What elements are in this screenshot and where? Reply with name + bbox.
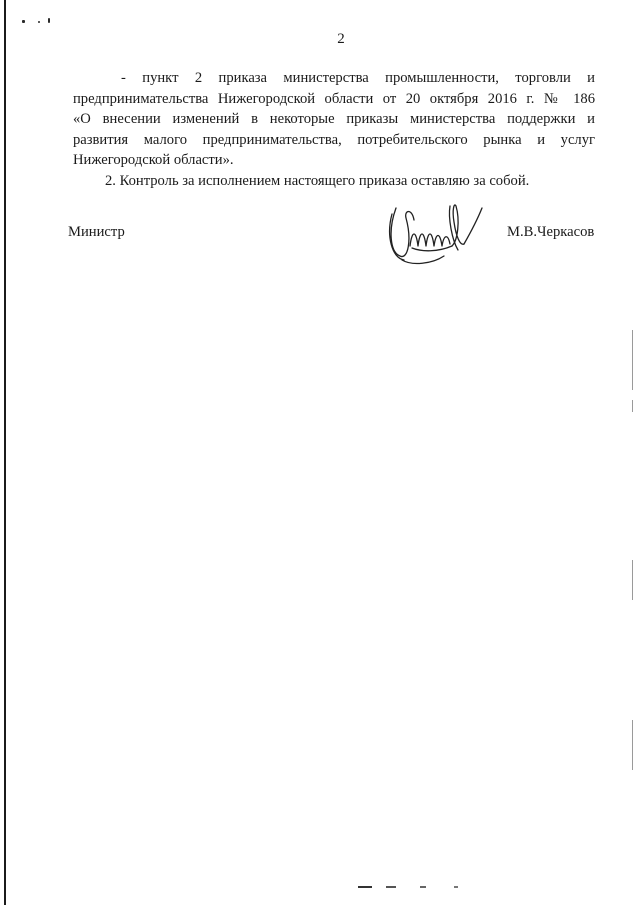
signatory-name: М.В.Черкасов xyxy=(507,224,595,240)
scan-speck xyxy=(38,21,40,23)
handwritten-signature xyxy=(382,200,492,280)
paragraph-line: - пункт 2 приказа министерства промышленности, торговли и xyxy=(121,70,595,86)
paragraph-line: предпринимательства Нижегородской области от 20 октября 2016 г. № 186 xyxy=(73,90,595,107)
scan-right-edge xyxy=(632,720,633,770)
signatory-title: Министр xyxy=(68,224,125,240)
signature-block xyxy=(0,216,640,286)
paragraph-line: «О внесении изменений в некоторые приказы министерства поддержки и xyxy=(73,111,595,127)
scan-speck xyxy=(48,18,50,23)
scan-right-edge xyxy=(632,400,633,412)
paragraph-line: Нижегородской области». xyxy=(73,152,234,168)
scan-right-edge xyxy=(632,560,633,600)
document-body xyxy=(73,68,595,191)
paragraph-line: развития малого предпринимательства, потребительского рынка и услуг xyxy=(73,131,595,148)
amended-item-paragraph xyxy=(73,68,595,171)
scan-bottom-marks xyxy=(358,886,478,889)
page-number: 2 xyxy=(337,31,345,47)
control-paragraph: 2. Контроль за исполнением настоящего приказа оставляю за собой. xyxy=(105,172,530,189)
scan-left-edge xyxy=(4,0,6,905)
scan-speck xyxy=(22,20,25,23)
scan-right-edge xyxy=(632,330,633,390)
